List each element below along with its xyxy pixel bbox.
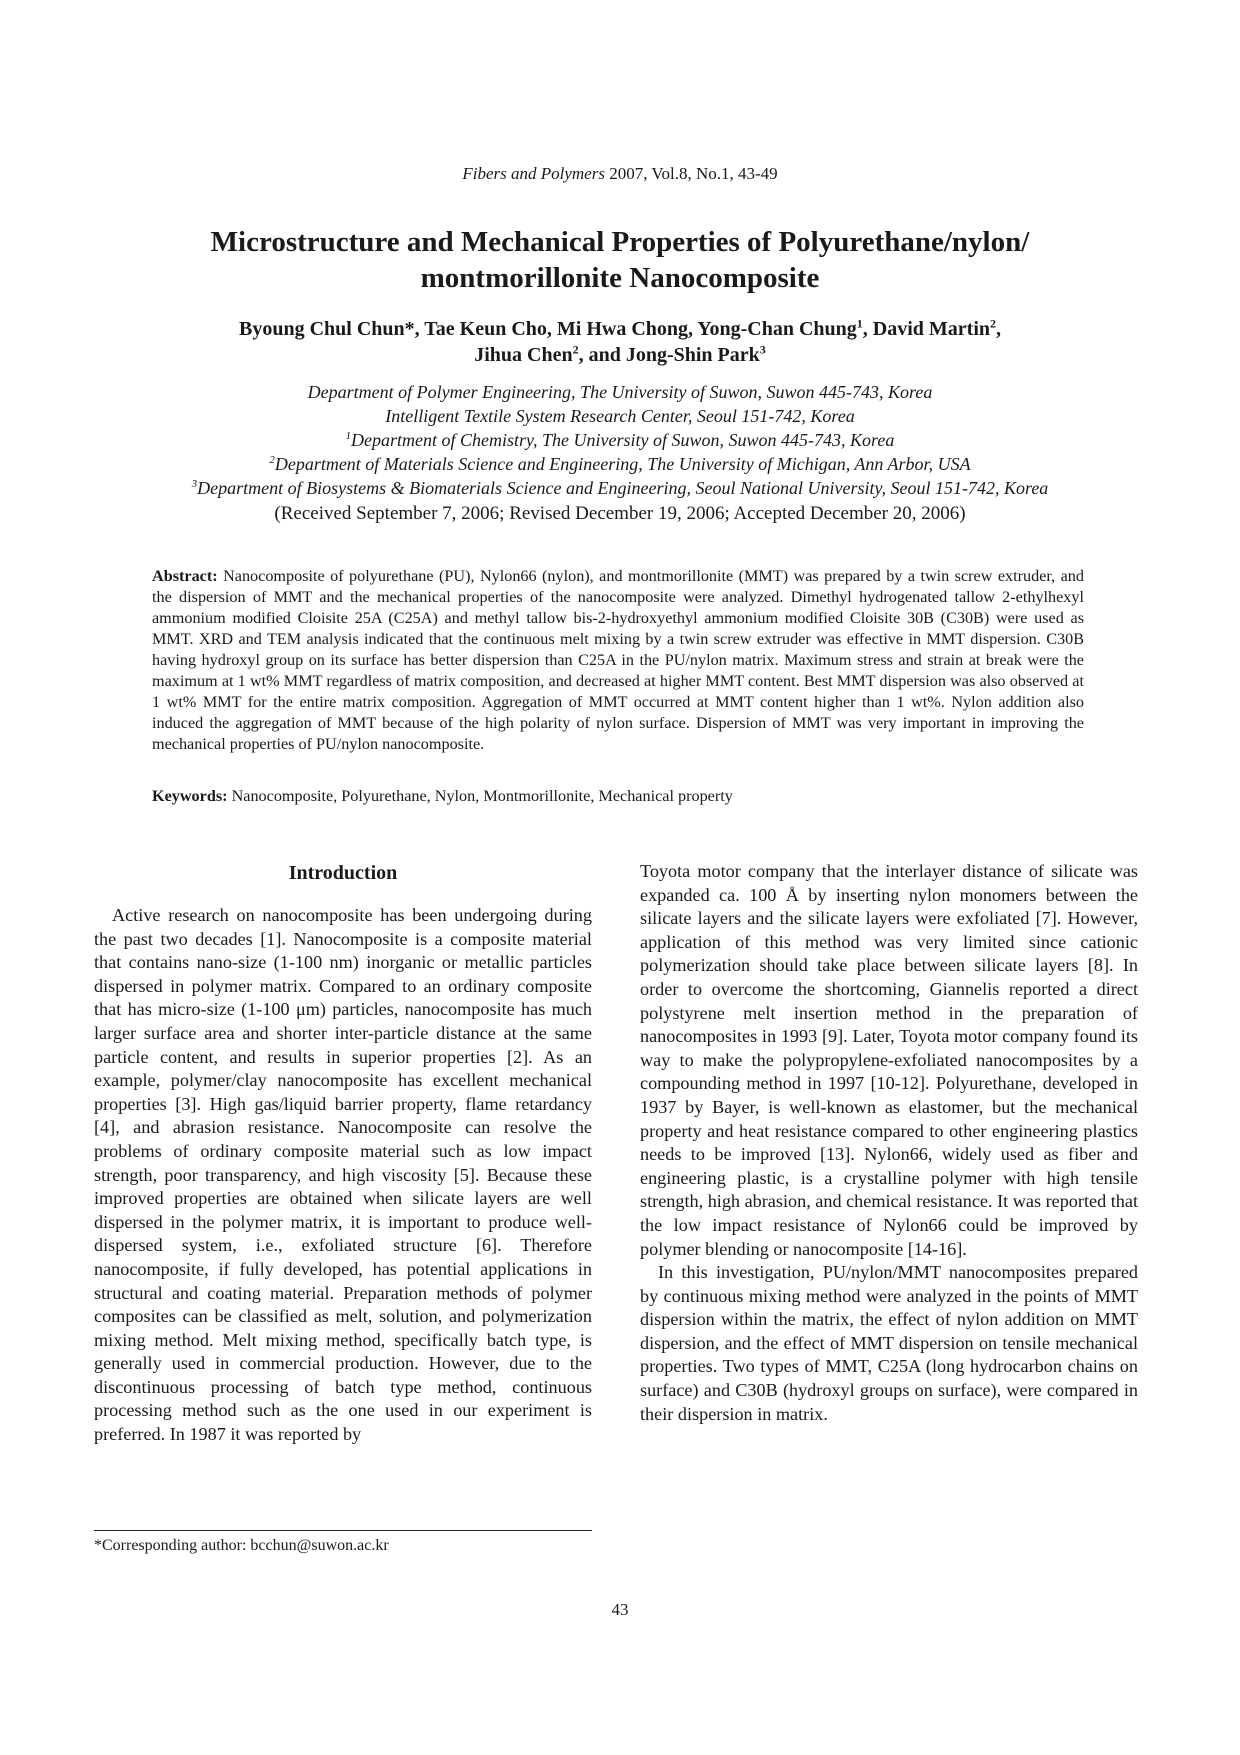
affiliation-5 — [0, 476, 1240, 500]
paper-title-line-1: Microstructure and Mechanical Properties of Polyurethane/nylon/ — [210, 226, 1030, 258]
affiliation-mark: 2 — [990, 316, 997, 331]
paper-title-line-2: montmorillonite Nanocomposite — [420, 262, 820, 294]
affiliation-mark: 3 — [759, 342, 766, 357]
abstract-label: Abstract: — [152, 567, 218, 585]
authors-line-2 — [0, 342, 1240, 368]
affiliation-3 — [0, 428, 1240, 452]
author-names: Jihua Chen — [474, 344, 573, 366]
affiliation-4 — [0, 452, 1240, 476]
journal-citation — [0, 164, 1240, 184]
abstract — [152, 566, 1084, 755]
affiliation-mark: 2 — [269, 454, 275, 466]
keywords — [152, 786, 1084, 807]
affiliation-mark: 1 — [345, 430, 352, 442]
keywords-text: Nanocomposite, Polyurethane, Nylon, Montmorillonite, Mechanical property — [227, 787, 733, 805]
affiliation-mark: 1 — [856, 316, 863, 331]
footnote-divider — [94, 1530, 592, 1531]
right-column — [640, 860, 1138, 1426]
affiliation-mark: 2 — [572, 342, 579, 357]
abstract-text: Nanocomposite of polyurethane (PU), Nylon66 (nylon), and montmorillonite (MMT) was prepared by a twin screw extruder, and the dispersion of MMT and the mechanical properties of the nanocomposite were analyzed. Dimethyl hydrogenated tallow 2-ethylhexyl ammonium modified Cloisite 25A (C25A) and methyl tallow bis-2-hydroxyethyl ammonium modified Cloisite 30B (C30B) were used as MMT. XRD and TEM analysis indicated that the continuous melt mixing by a twin screw extruder was effective in MMT dispersion. C30B having hydroxyl group on its surface has better dispersion than C25A in the PU/nylon matrix. Maximum stress and strain at break were the maximum at 1 wt% MMT regardless of matrix composition, and decreased at higher MMT content. Best MMT dispersion was also observed at 1 wt% MMT for the entire matrix composition. Aggregation of MMT occurred at MMT content higher than 1 wt%. Nylon addition also induced the aggregation of MMT because of the high polarity of nylon surface. Dispersion of MMT was very important in improving the mechanical properties of PU/nylon nanocomposite. — [152, 567, 1084, 753]
author-names: , and Jong-Shin Park — [578, 344, 760, 366]
affiliation-2: Intelligent Textile System Research Center, Seoul 151-742, Korea — [385, 406, 855, 426]
intro-paragraph-1-continued: Toyota motor company that the interlayer distance of silicate was expanded ca. 100 Å by inserting nylon monomers between the silicate layers and the silicate layers were exfoliated [7]. However, application of this method was very limited since cationic polymerization should take place between silicate layers [8]. In order to overcome the shortcoming, Giannelis reported a direct polystyrene melt insertion method in the preparation of nanocomposites in 1993 [9]. Later, Toyota motor company found its way to make the polypropylene-exfoliated nanocomposites by a compounding method in 1997 [10-12]. Polyurethane, developed in 1937 by Bayer, is well-known as elastomer, but the mechanical property and heat resistance compared to other engineering plastics needs to be improved [13]. Nylon66, widely used as fiber and engineering plastic, is a crystalline polymer with high tensile strength, high abrasion, and chemical resistance. It was reported that the low impact resistance of Nylon66 could be improved by polymer blending or nanocomposite [14-16]. — [640, 861, 1138, 1259]
intro-paragraph-2: In this investigation, PU/nylon/MMT nanocomposites prepared by continuous mixing method were analyzed in the points of MMT dispersion within the matrix, the effect of nylon addition on MMT dispersion, and the effect of MMT dispersion on tensile mechanical properties. Two types of MMT, C25A (long hydrocarbon chains on surface) and C30B (hydroxyl groups on surface), were compared in their dispersion in matrix. — [640, 1262, 1138, 1424]
corresponding-author-footnote: *Corresponding author: bcchun@suwon.ac.kr — [94, 1537, 389, 1554]
author-names: Byoung Chul Chun*, Tae Keun Cho, Mi Hwa Chong, Yong-Chan Chung — [238, 318, 857, 340]
journal-name: Fibers and Polymers — [462, 164, 605, 183]
received-dates: (Received September 7, 2006; Revised December 19, 2006; Accepted December 20, 2006) — [274, 503, 966, 524]
affiliation-text: Department of Materials Science and Engineering, The University of Michigan, Ann Arbor, USA — [274, 454, 971, 474]
author-separator: , — [996, 318, 1002, 340]
author-names: , David Martin — [862, 318, 991, 340]
keywords-label: Keywords: — [152, 787, 228, 805]
affiliation-text: Department of Chemistry, The University of Suwon, Suwon 445-743, Korea — [351, 430, 895, 450]
intro-paragraph-1: Active research on nanocomposite has been undergoing during the past two decades [1]. Nanocomposite is a composite material that contains nano-size (1-100 nm) inorganic or metallic particles dispersed in polymer matrix. Compared to an ordinary composite that has micro-size (1-100 μm) particles, nanocomposite has much larger surface area and shorter inter-particle distance at the same particle content, and results in superior properties [2]. As an example, polymer/clay nanocomposite has excellent mechanical properties [3]. High gas/liquid barrier property, flame retardancy [4], and abrasion resistance. Nanocomposite can resolve the problems of ordinary composite material such as low impact strength, poor transparency, and high viscosity [5]. Because these improved properties are obtained when silicate layers are well dispersed in the polymer matrix, it is important to produce well-dispersed system, i.e., exfoliated structure [6]. Therefore nanocomposite, if fully developed, has potential applications in structural and coating material. Preparation methods of polymer composites can be classified as melt, solution, and polymerization mixing method. Melt mixing method, specifically batch type, is generally used in commercial production. However, due to the discontinuous processing of batch type method, continuous processing method such as the one used in our experiment is preferred. In 1987 it was reported by — [94, 905, 592, 1445]
journal-volume-pages: 2007, Vol.8, No.1, 43-49 — [604, 164, 778, 183]
authors-line-1 — [0, 316, 1240, 342]
affiliation-1: Department of Polymer Engineering, The University of Suwon, Suwon 445-743, Korea — [307, 382, 933, 402]
section-heading-introduction: Introduction — [288, 862, 398, 884]
left-column — [94, 860, 592, 1447]
page-number: 43 — [611, 1600, 629, 1619]
affiliation-mark: 3 — [191, 478, 198, 490]
affiliation-text: Department of Biosystems & Biomaterials Science and Engineering, Seoul National University, Seoul 151-742, Korea — [197, 478, 1049, 498]
